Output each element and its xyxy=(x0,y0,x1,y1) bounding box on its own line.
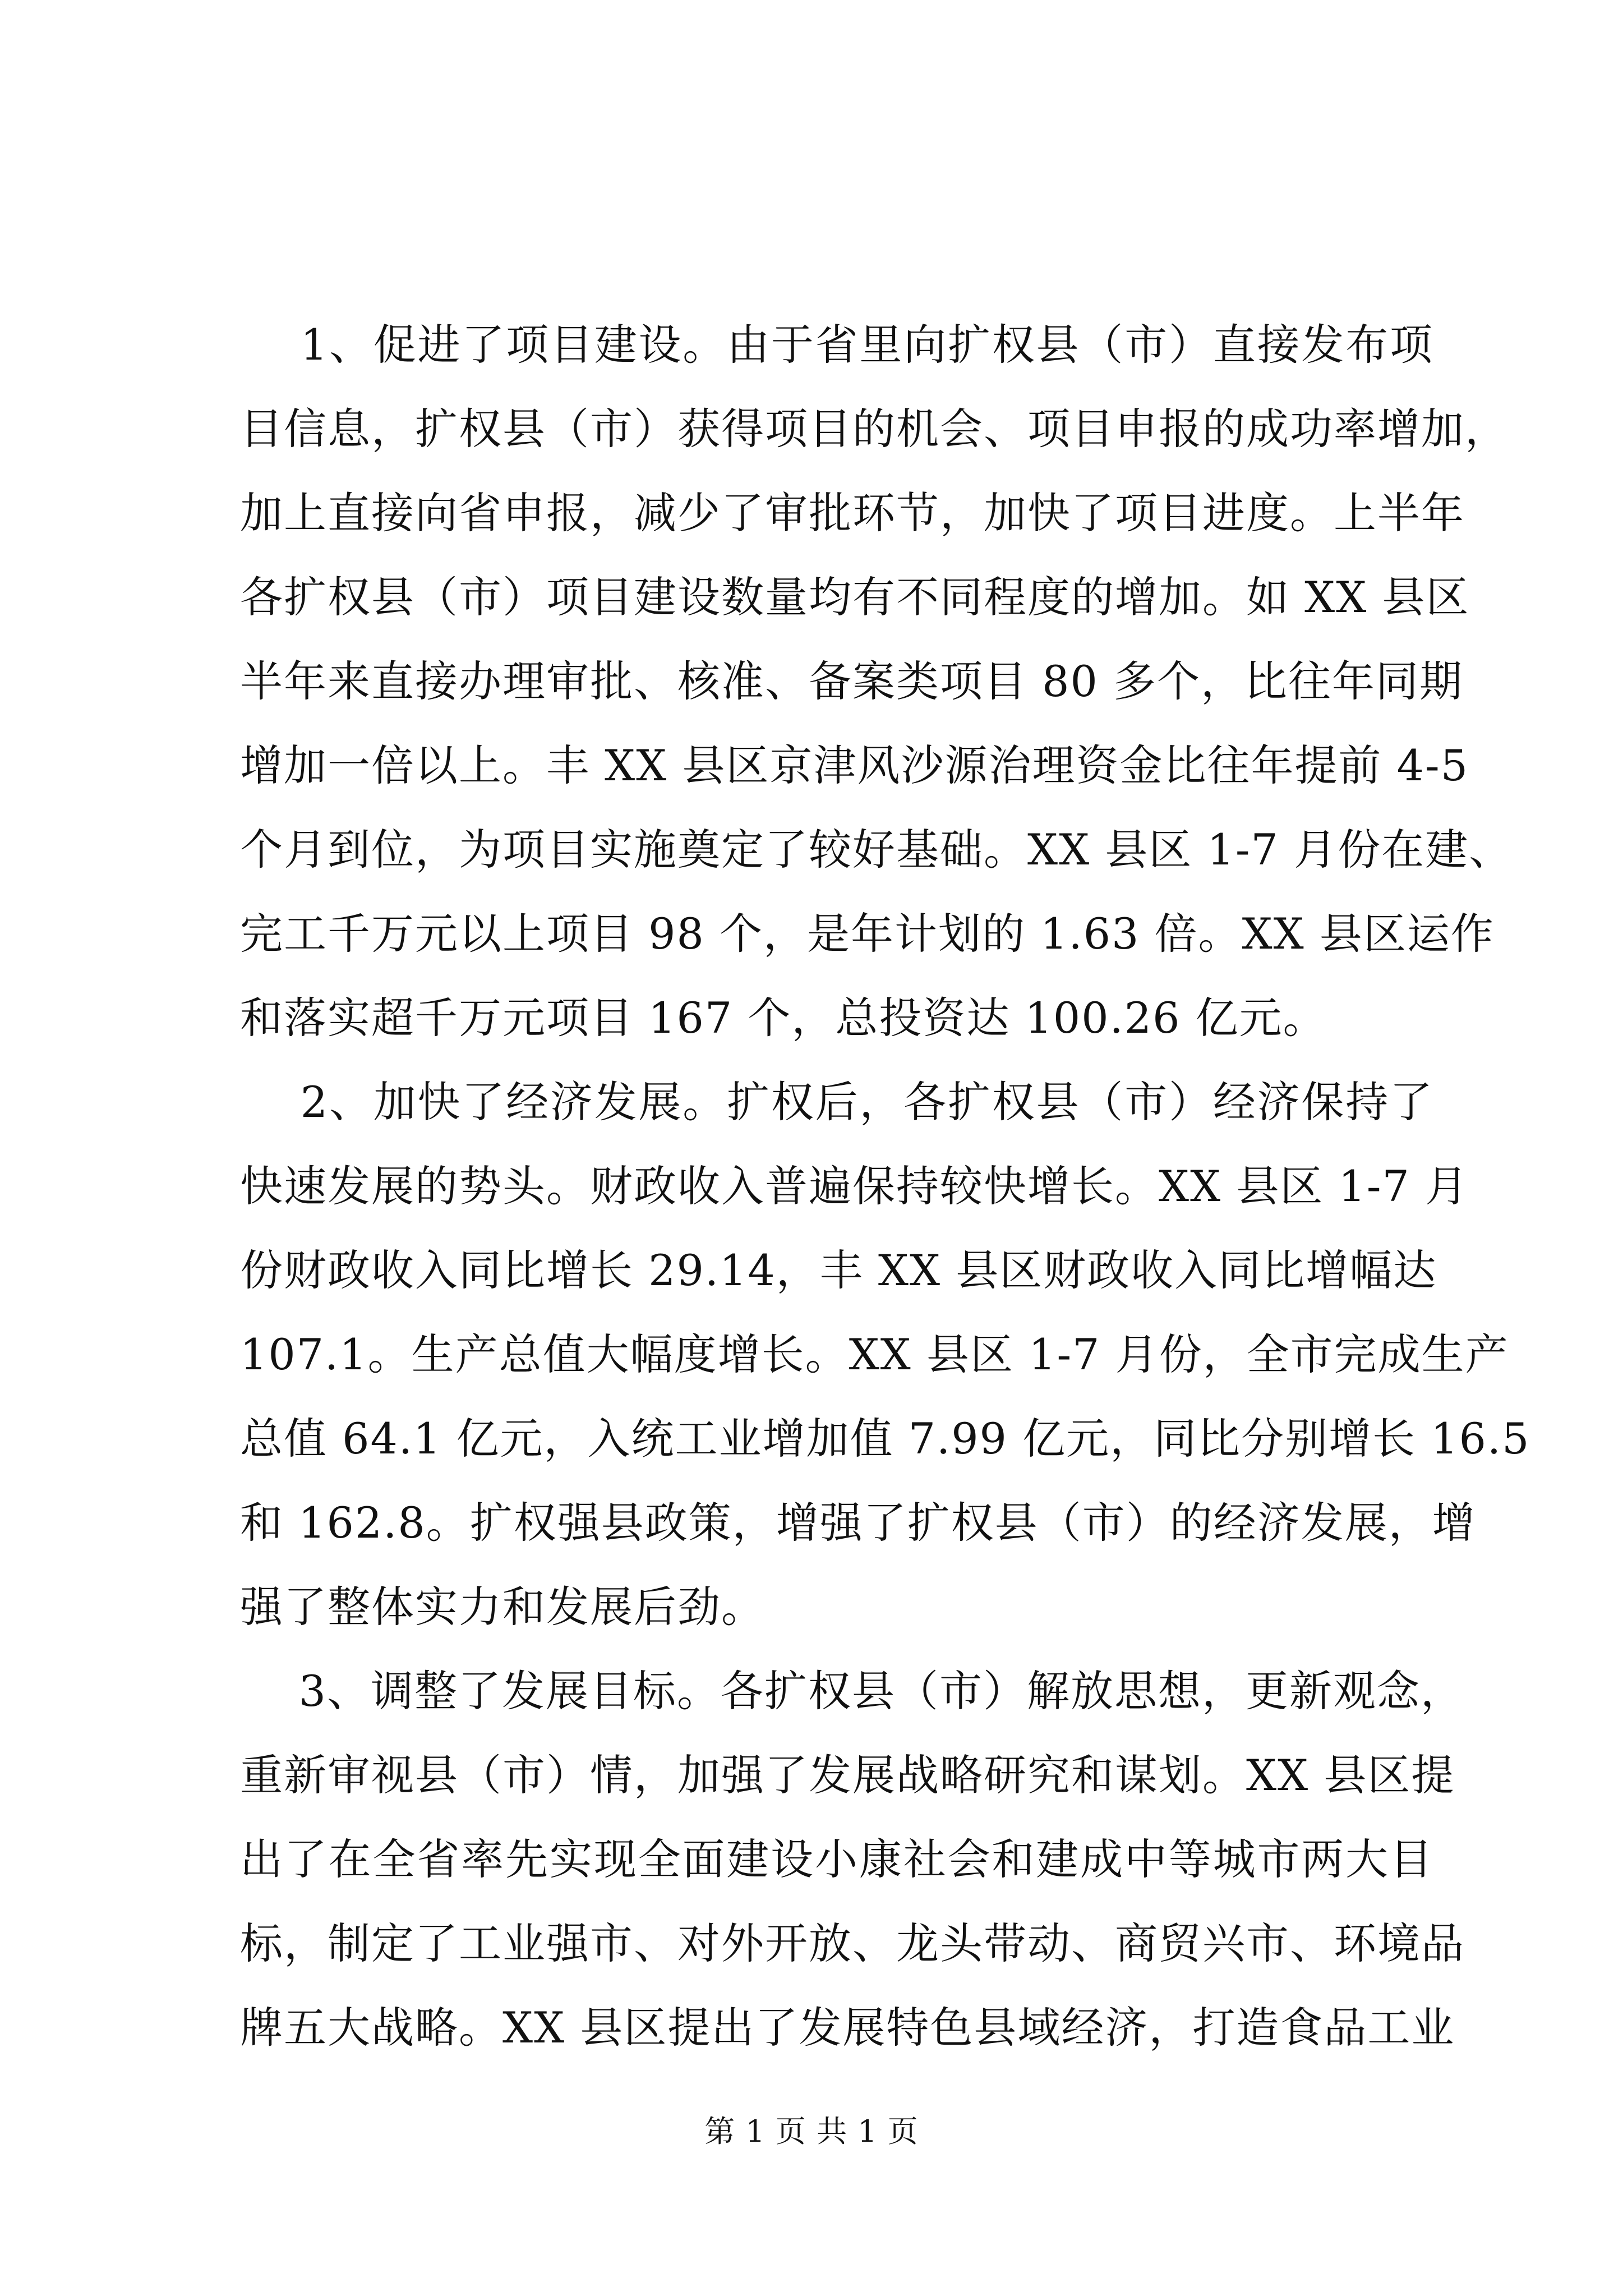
text-line: 和落实超千万元项目 167 个，总投资达 100.26 亿元。 xyxy=(240,993,1327,1043)
text-line: 加上直接向省申报，减少了审批环节，加快了项目进度。上半年 xyxy=(240,488,1465,538)
text-line: 3、调整了发展目标。各扩权县（市）解放思想，更新观念， xyxy=(240,1666,1464,1716)
text-line: 牌五大战略。XX 县区提出了发展特色县域经济，打造食品工业 xyxy=(240,2003,1455,2053)
text-line: 总值 64.1 亿元，入统工业增加值 7.99 亿元，同比分别增长 16.5 xyxy=(240,1414,1530,1464)
text-line: 2、加快了经济发展。扩权后，各扩权县（市）经济保持了 xyxy=(240,1077,1433,1127)
text-line: 1、促进了项目建设。由于省里向扩权县（市）直接发布项 xyxy=(240,320,1433,370)
text-line: 强了整体实力和发展后劲。 xyxy=(240,1582,765,1632)
page-footer: 第 1 页 共 1 页 xyxy=(704,2114,919,2149)
text-line: 107.1。生产总值大幅度增长。XX 县区 1-7 月份，全市完成生产 xyxy=(240,1329,1509,1379)
text-line: 各扩权县（市）项目建设数量均有不同程度的增加。如 XX 县区 xyxy=(240,572,1470,622)
text-line: 个月到位，为项目实施奠定了较好基础。XX 县区 1-7 月份在建、 xyxy=(240,825,1513,875)
body-text xyxy=(240,303,1530,2070)
text-line: 出了在全省率先实现全面建设小康社会和建成中等城市两大目 xyxy=(240,1834,1433,1884)
text-line: 和 162.8。扩权强县政策，增强了扩权县（市）的经济发展，增 xyxy=(240,1498,1476,1548)
text-line: 份财政收入同比增长 29.14，丰 XX 县区财政收入同比增幅达 xyxy=(240,1245,1437,1295)
text-line: 半年来直接办理审批、核准、备案类项目 80 多个，比往年同期 xyxy=(240,656,1464,706)
text-line: 完工千万元以上项目 98 个，是年计划的 1.63 倍。XX 县区运作 xyxy=(240,909,1495,959)
text-line: 标，制定了工业强市、对外开放、龙头带动、商贸兴市、环境品 xyxy=(240,1918,1465,1968)
text-line: 快速发展的势头。财政收入普遍保持较快增长。XX 县区 1-7 月 xyxy=(240,1161,1469,1211)
text-line: 重新审视县（市）情，加强了发展战略研究和谋划。XX 县区提 xyxy=(240,1750,1455,1800)
text-line: 增加一倍以上。丰 XX 县区京津风沙源治理资金比往年提前 4-5 xyxy=(240,740,1469,790)
text-line: 目信息，扩权县（市）获得项目的机会、项目申报的成功率增加， xyxy=(240,404,1509,454)
